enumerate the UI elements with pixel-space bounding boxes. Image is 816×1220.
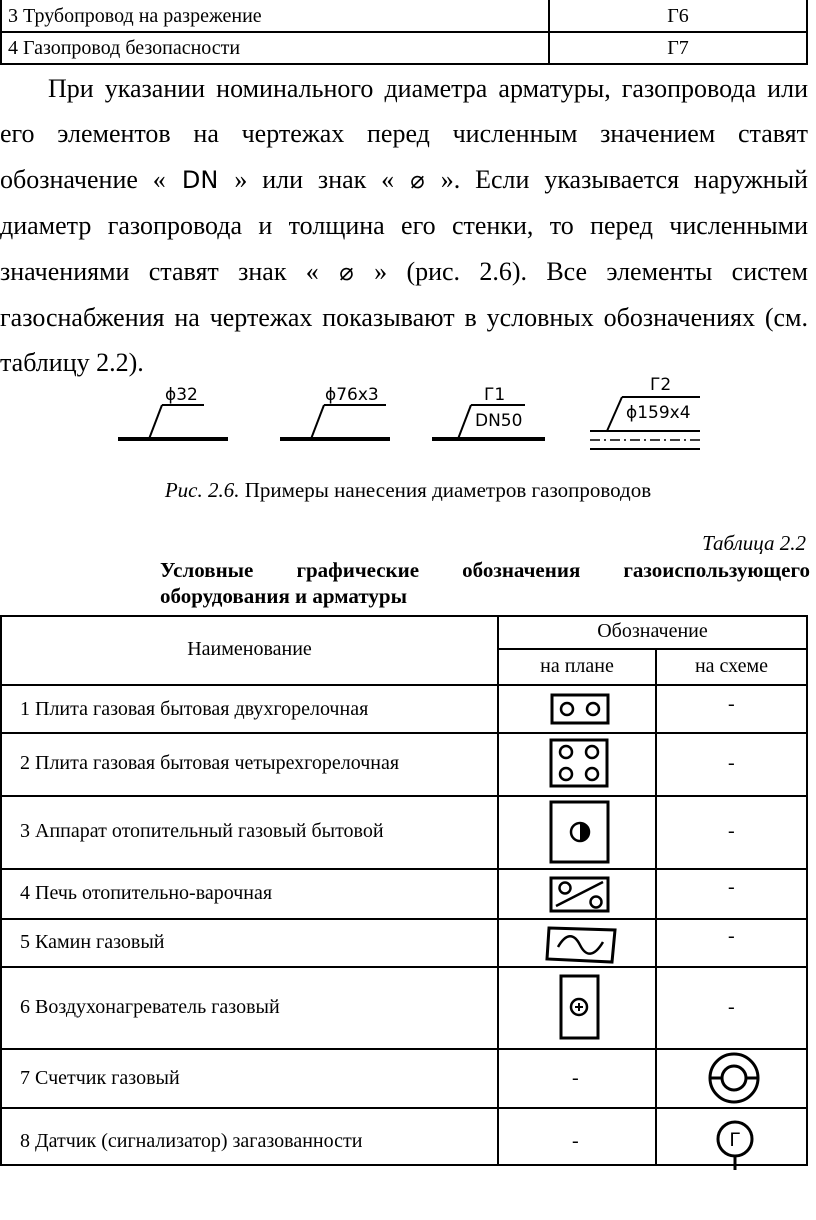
- dn-symbol: DN: [165, 165, 235, 194]
- scheme-dash: -: [728, 693, 735, 715]
- figure-caption-text: Примеры нанесения диаметров газопроводов: [239, 478, 652, 502]
- scheme-dash: -: [728, 996, 735, 1018]
- scheme-dash: -: [728, 820, 735, 842]
- paragraph-part-3: ». Если указывается наружный диаметр газопровода и толщина его стенки, то перед численными значениями ставят знак «: [0, 164, 808, 286]
- scheme-dash: -: [728, 752, 735, 774]
- header-name: Наименование: [187, 638, 312, 660]
- scheme-dash: -: [728, 925, 735, 947]
- top-table-row-name: 3 Трубопровод на разрежение: [8, 5, 262, 27]
- top-table-row-code: Г7: [667, 37, 689, 59]
- paragraph-part-1: При указании номинального диаметра арматуры, газопровода или его элементов на чертежах перед численным значением ставят обозначение «: [0, 74, 808, 194]
- sensor-letter: Г: [729, 1129, 741, 1151]
- table-number: Таблица 2.2: [702, 531, 806, 555]
- label-g2: Г2: [650, 375, 672, 395]
- heating-cooking-stove-icon: [551, 878, 608, 911]
- table-row-name: 1 Плита газовая бытовая двухгорелочная: [20, 698, 369, 720]
- paragraph-part-2: » или знак «: [234, 164, 395, 194]
- table-row-name: 7 Счетчик газовый: [20, 1067, 180, 1089]
- header-designation: Обозначение: [597, 620, 708, 642]
- air-heater-icon: [561, 976, 598, 1038]
- header-plan: на плане: [540, 655, 614, 677]
- header-scheme: на схеме: [694, 655, 769, 677]
- table-row-name: 4 Печь отопительно-варочная: [20, 882, 273, 904]
- table-row-name: 8 Датчик (сигнализатор) загазованности: [20, 1130, 363, 1152]
- label-d76x3: ϕ76x3: [325, 385, 379, 405]
- label-g1: Г1: [484, 385, 506, 405]
- diameter-sign-icon: ⌀: [394, 165, 441, 194]
- label-dn50: DN50: [475, 411, 523, 431]
- table-row-name: 3 Аппарат отопительный газовый бытовой: [20, 820, 384, 842]
- scheme-dash: -: [728, 876, 735, 898]
- table-row-name: 2 Плита газовая бытовая четырехгорелочная: [20, 752, 400, 774]
- gas-meter-icon: [710, 1054, 758, 1102]
- table-row-name: 5 Камин газовый: [20, 931, 165, 953]
- paragraph-part-4: » (рис. 2.6). Все элементы систем газоснабжения на чертежах показывают в условных обозначениях (см. таблицу 2.2).: [0, 256, 808, 378]
- label-d159x4: ϕ159x4: [626, 403, 691, 423]
- top-table-row-name: 4 Газопровод безопасности: [8, 37, 241, 59]
- gas-fireplace-icon: [547, 928, 615, 962]
- diameter-sign-icon: ⌀: [318, 257, 375, 286]
- table-title: Условные графические обозначения газоиспользующего оборудования и арматуры: [160, 558, 810, 608]
- plan-dash: -: [572, 1130, 579, 1152]
- heating-apparatus-icon: [551, 802, 608, 862]
- stove-4-burner-icon: [551, 740, 607, 786]
- plan-dash: -: [572, 1067, 579, 1089]
- figure-caption-label: Рис. 2.6.: [164, 478, 240, 502]
- stove-2-burner-icon: [552, 695, 608, 723]
- table-row-name: 6 Воздухонагреватель газовый: [20, 996, 280, 1018]
- top-table-row-code: Г6: [667, 5, 689, 27]
- label-d32: ϕ32: [165, 385, 198, 405]
